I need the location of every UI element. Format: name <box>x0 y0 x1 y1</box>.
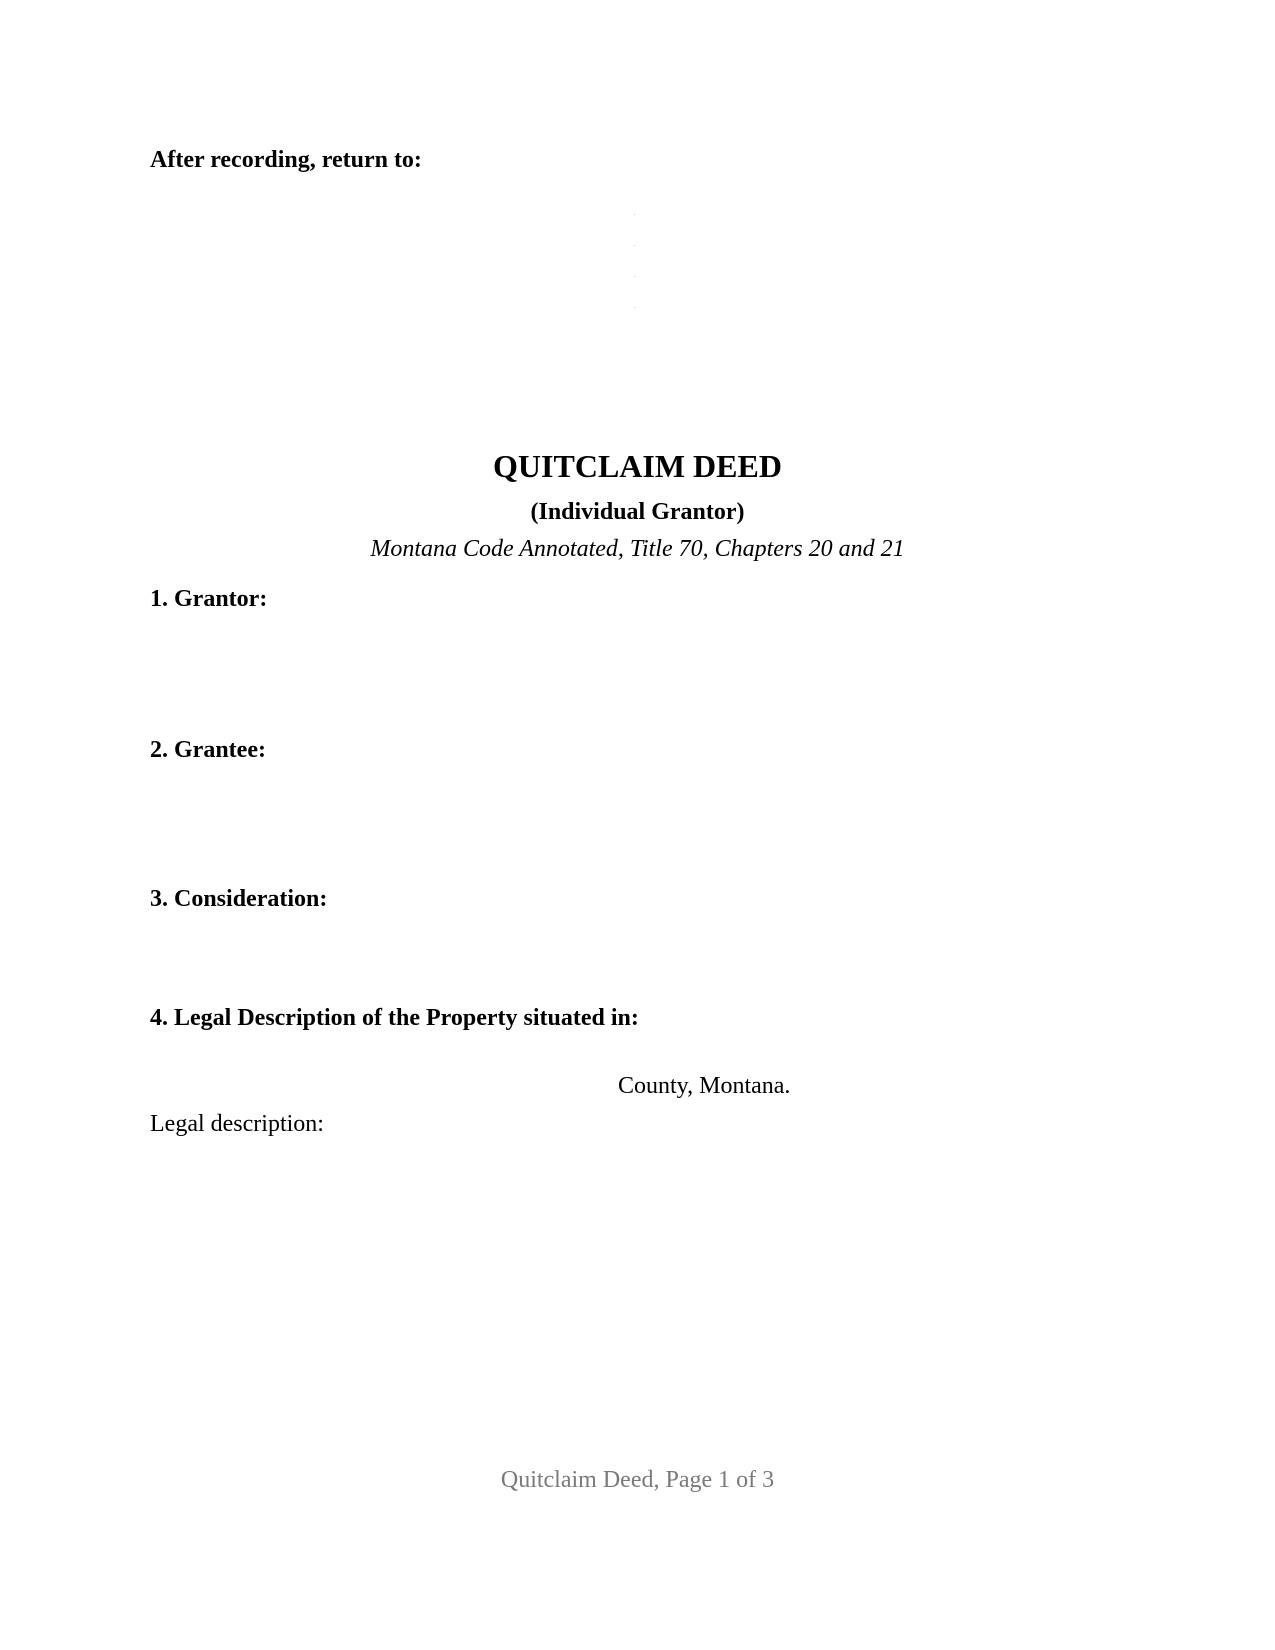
placeholder-dot <box>634 214 635 215</box>
placeholder-dot <box>634 276 635 277</box>
legal-description-label: Legal description: <box>150 1111 324 1137</box>
return-address-placeholder <box>634 214 638 338</box>
county-montana-text: County, Montana. <box>618 1073 791 1099</box>
statute-reference: Montana Code Annotated, Title 70, Chapters 20 and 21 <box>370 536 905 562</box>
grantee-heading: 2. Grantee: <box>150 737 266 763</box>
consideration-heading: 3. Consideration: <box>150 886 328 912</box>
placeholder-dot <box>634 307 635 308</box>
document-subtitle: (Individual Grantor) <box>530 499 745 525</box>
legal-description-heading: 4. Legal Description of the Property situated in: <box>150 1005 639 1031</box>
page-footer: Quitclaim Deed, Page 1 of 3 <box>500 1467 775 1493</box>
document-title: QUITCLAIM DEED <box>493 448 782 484</box>
return-address-label: After recording, return to: <box>150 147 422 173</box>
placeholder-dot <box>634 245 635 246</box>
grantor-heading: 1. Grantor: <box>150 586 268 612</box>
